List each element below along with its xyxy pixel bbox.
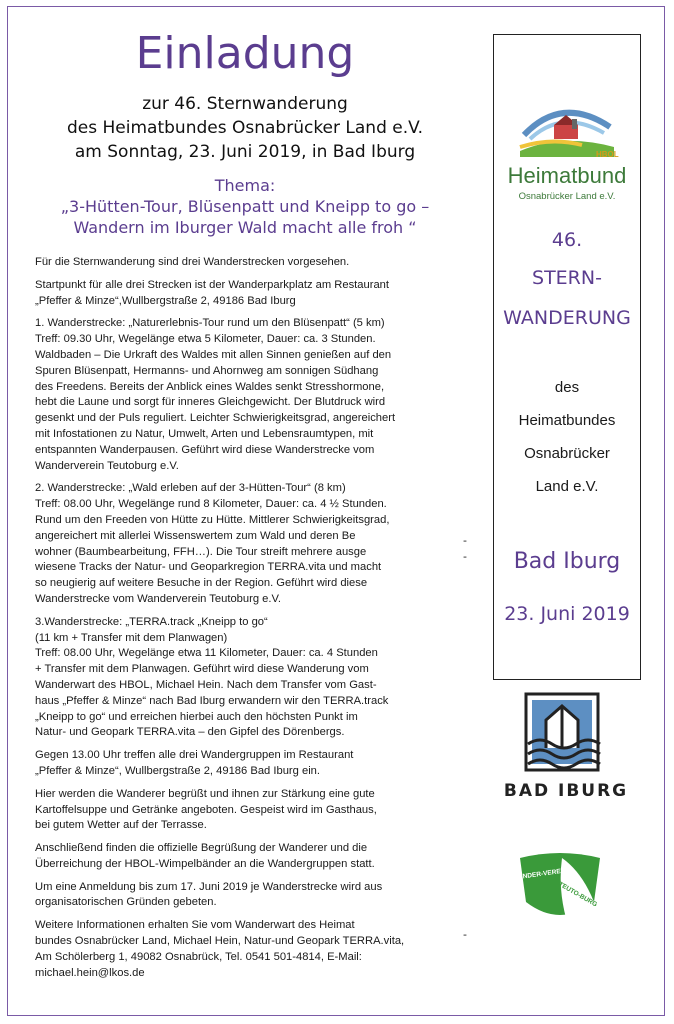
body-paragraph xyxy=(35,918,441,981)
sidebar-heimatbundes: Heimatbundes xyxy=(518,412,616,429)
text-line: wohner (Baumbearbeitung, FFH…). Die Tour streift mehrere ausge xyxy=(35,545,367,558)
theme-line: „3-Hütten-Tour, Blüsenpatt und Kneipp to go – xyxy=(60,197,430,216)
bad-iburg-logo-text: BAD IBURG xyxy=(503,781,629,801)
sidebar-stern: STERN- xyxy=(532,267,602,289)
text-line: Wanderverein Teutoburg e.V. xyxy=(35,459,179,472)
text-line: mit Infostationen zu Natur, Umwelt, Arten und Lebensraumtypen, mit xyxy=(35,427,374,440)
text-line: Treff: 09.30 Uhr, Wegelänge etwa 5 Kilometer, Dauer: ca. 3 Stunden. xyxy=(35,333,376,346)
sidebar-number: 46. xyxy=(551,229,583,251)
text-line: wiesene Tracks der Natur- und Geoparkregion TERRA.vita und macht xyxy=(35,561,382,574)
text-line: Für die Sternwanderung sind drei Wanderstrecken vorgesehen. xyxy=(35,256,350,268)
body-paragraph xyxy=(35,615,441,741)
wanderverein-teutoburg-logo xyxy=(510,848,610,928)
subtitle-line: am Sonntag, 23. Juni 2019, in Bad Iburg xyxy=(74,142,416,162)
text-line: 1. Wanderstrecke: „Naturerlebnis-Tour rund um den Blüsenpatt“ (5 km) xyxy=(35,317,385,330)
text-line: Am Schölerberg 1, 49082 Osnabrück, Tel. 0541 501-4814, E-Mail: xyxy=(35,950,362,963)
sidebar-date: 23. Juni 2019 xyxy=(504,603,630,625)
text-line: Waldbaden – Die Urkraft des Waldes mit allen Sinnen genießen auf den xyxy=(35,348,392,361)
text-line: organisatorischen Gründen gebeten. xyxy=(35,896,217,909)
text-line: Gegen 13.00 Uhr treffen alle drei Wandergruppen im Restaurant xyxy=(35,749,354,762)
teuto-logo-top: WANDER-VEREIN xyxy=(511,867,568,882)
theme-line: Wandern im Iburger Wald macht alle froh “ xyxy=(73,218,417,237)
text-line: angereichert mit allerlei Wissenswertem zum Wald und deren Be xyxy=(35,529,356,542)
text-line: bei gutem Wetter auf der Terrasse. xyxy=(35,819,207,832)
body-paragraph xyxy=(35,278,441,310)
margin-dash: - xyxy=(463,534,467,547)
sidebar-place: Bad Iburg xyxy=(513,549,621,574)
body-text xyxy=(35,255,441,988)
text-line: Treff: 08.00 Uhr, Wegelänge rund 8 Kilometer, Dauer: ca. 4 ½ Stunden. xyxy=(35,498,387,511)
logo-subtext: Osnabrücker Land e.V. xyxy=(518,191,616,202)
text-line: so neugierig auf weitere Besuche in der Region. Geführt wird diese xyxy=(35,577,368,590)
subtitle-line: zur 46. Sternwanderung xyxy=(142,94,348,114)
page-title: Einladung xyxy=(135,28,355,79)
text-line: (11 km + Transfer mit dem Planwagen) xyxy=(35,631,228,644)
logo-text: Heimatbund xyxy=(507,163,627,188)
text-line: + Transfer mit dem Planwagen. Geführt wird diese Wanderung vom xyxy=(35,663,369,676)
teuto-logo-bottom: TEUTO-BURG xyxy=(557,880,599,909)
body-paragraph xyxy=(35,316,441,474)
body-paragraph xyxy=(35,880,441,912)
margin-dash: - xyxy=(463,928,467,941)
text-line: entspannten Wanderpausen. Geführt wird diese Wanderstrecke vom xyxy=(35,443,375,456)
text-line: Startpunkt für alle drei Strecken ist der Wanderparkplatz am Restaurant xyxy=(35,278,390,291)
text-line: Natur- und Geopark TERRA.vita – den Gipfel des Dörenbergs. xyxy=(35,726,345,739)
heimatbund-logo xyxy=(502,87,632,207)
text-line: bundes Osnabrücker Land, Michael Hein, Natur-und Geopark TERRA.vita, xyxy=(35,935,405,948)
text-line: „Pfeffer & Minze“,Wullbergstraße 2, 49186 Bad Iburg xyxy=(35,294,296,307)
body-paragraph xyxy=(35,255,441,271)
text-line: Um eine Anmeldung bis zum 17. Juni 2019 je Wanderstrecke wird aus xyxy=(35,880,383,893)
theme xyxy=(30,175,460,238)
text-line: Überreichung der HBOL-Wimpelbänder an die Wandergruppen statt. xyxy=(35,857,375,870)
sidebar-osnabruecker: Osnabrücker xyxy=(524,445,610,462)
text-line: Wanderwart des HBOL, Michael Hein. Nach dem Transfer vom Gast- xyxy=(35,678,377,691)
subtitle-line: des Heimatbundes Osnabrücker Land e.V. xyxy=(67,118,423,138)
body-paragraph xyxy=(35,481,441,607)
text-line: des Freedens. Bereits der Anblick eines Waldes senkt Stresshormone, xyxy=(35,380,385,393)
text-line: hebt die Laune und sorgt für inneres Gleichgewicht. Der Blutdruck wird xyxy=(35,396,386,409)
logo-badge: HBOL xyxy=(596,150,619,159)
text-line: 2. Wanderstrecke: „Wald erleben auf der 3-Hütten-Tour“ (8 km) xyxy=(35,482,346,495)
sidebar-land: Land e.V. xyxy=(535,478,599,495)
theme-label: Thema: xyxy=(214,176,276,195)
text-line: Spuren Blüsenpatt, Hermanns- und Ahornweg am sonnigen Südhang xyxy=(35,364,379,377)
text-line: Treff: 08.00 Uhr, Wegelänge etwa 11 Kilometer, Dauer: ca. 4 Stunden xyxy=(35,647,378,660)
text-line: Anschließend finden die offizielle Begrüßung der Wanderer und die xyxy=(35,842,368,855)
text-line: Wanderstrecke vom Wanderverein Teutoburg e.V. xyxy=(35,592,282,605)
body-paragraph xyxy=(35,748,441,780)
text-line: 3.Wanderstrecke: „TERRA.track „Kneipp to go“ xyxy=(35,615,268,628)
text-line: Weitere Informationen erhalten Sie vom Wanderwart des Heimat xyxy=(35,919,355,932)
text-line: michael.hein@lkos.de xyxy=(35,966,145,979)
subtitle xyxy=(30,92,460,164)
text-line: Hier werden die Wanderer begrüßt und ihnen zur Stärkung eine gute xyxy=(35,787,375,800)
sidebar-des: des xyxy=(554,379,580,396)
sidebar-wanderung: WANDERUNG xyxy=(503,307,631,329)
text-line: Rund um den Freeden von Hütte zu Hütte. Mittlerer Schwierigkeitsgrad, xyxy=(35,513,390,526)
text-line: Kartoffelsuppe und Getränke angeboten. Gespeist wird im Gasthaus, xyxy=(35,803,377,816)
text-line: haus „Pfeffer & Minze“ nach Bad Iburg erwandern wir den TERRA.track xyxy=(35,694,389,707)
text-line: gesenkt und der Puls reguliert. Leichter Schwierigkeitsgrad, angereichert xyxy=(35,412,396,425)
text-line: „Pfeffer & Minze“, Wullbergstraße 2, 49186 Bad Iburg ein. xyxy=(35,764,321,777)
body-paragraph xyxy=(35,841,441,873)
sidebar-box xyxy=(493,34,641,680)
bad-iburg-logo xyxy=(500,688,632,808)
margin-dash: - xyxy=(463,550,467,563)
text-line: „Kneipp to go“ und erreichen hierbei auch den höchsten Punkt im xyxy=(35,710,358,723)
body-paragraph xyxy=(35,787,441,834)
